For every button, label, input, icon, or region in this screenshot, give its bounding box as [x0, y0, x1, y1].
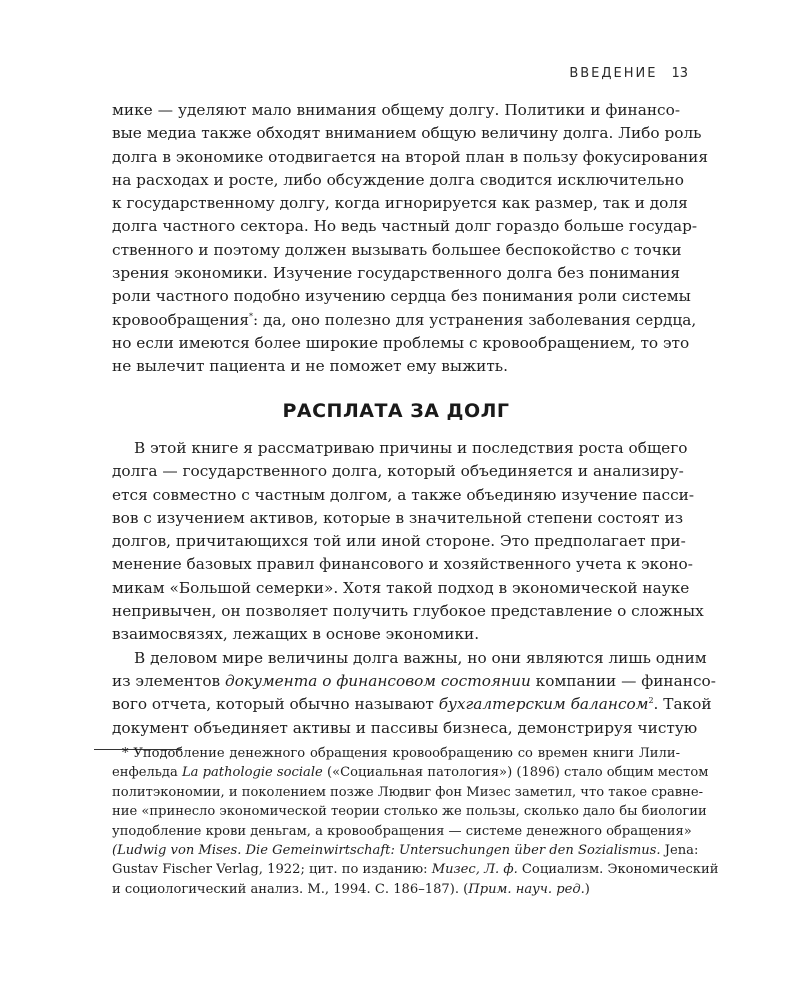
italic-citation: (Ludwig von Mises. Die Gemeinwirtschaft: Untersuchungen über den Sozialismus.	[112, 842, 661, 858]
text-run: )	[584, 881, 590, 897]
page-number: 13	[671, 66, 688, 81]
italic-term: бухгалтерским балансом	[438, 695, 649, 714]
text-line: долга частного сектора. Но ведь частный долг гораздо больше государ-	[112, 217, 698, 236]
footnote-line	[112, 860, 719, 879]
footnote-line	[112, 763, 709, 782]
section-title: ВВЕДЕНИЕ	[569, 66, 658, 81]
body-text	[112, 437, 716, 740]
text-line: менение базовых правил финансового и хозяйственного учета к эконо-	[112, 555, 693, 574]
italic-term: документа о финансовом состоянии	[225, 671, 531, 690]
running-header	[569, 66, 688, 81]
text-line: взаимосвязях, лежащих в основе экономики.	[112, 625, 480, 644]
footnote-line	[112, 880, 680, 899]
text-run: : да, оно полезно для устранения заболевания сердца,	[253, 310, 697, 329]
text-line: долга — государственного долга, который объединяется и анализиру-	[112, 462, 684, 481]
text-line: ственного и поэтому должен вызывать большее беспокойство с точки	[112, 240, 682, 259]
text-line: на расходах и росте, либо обсуждение долга сводится исключительно	[112, 170, 684, 189]
footnote-line	[112, 841, 699, 860]
italic-author: Мизес, Л. ф.	[431, 862, 518, 878]
section-heading: РАСПЛАТА ЗА ДОЛГ	[282, 400, 510, 422]
text-line: не вылечит пациента и не поможет ему выжить.	[112, 357, 508, 376]
text-run: вого отчета, который обычно называют	[112, 695, 439, 714]
italic-title: La pathologie sociale	[181, 765, 323, 781]
text-run: компании — финансо-	[530, 671, 716, 690]
text-line	[112, 309, 697, 332]
text-run: из элементов	[112, 671, 226, 690]
text-line	[112, 670, 716, 693]
text-run: . Такой	[653, 695, 712, 714]
text-run: Jena:	[660, 842, 699, 858]
footnote	[112, 744, 719, 899]
text-run: Gustav Fischer Verlag, 1922; цит. по изданию:	[112, 862, 432, 878]
text-run: Социализм. Экономический	[517, 862, 719, 878]
text-line: В этой книге я рассматриваю причины и последствия роста общего	[134, 439, 688, 457]
italic-note: Прим. науч. ред.	[468, 881, 585, 897]
text-line: но если имеются более широкие проблемы с кровообращением, то это	[112, 333, 690, 352]
text-line	[112, 693, 712, 716]
text-run: («Социальная патология») (1896) стало общим местом	[322, 765, 709, 781]
text-run: и социологический анализ. М., 1994. С. 186–187). (	[112, 881, 469, 897]
text-run: енфельда	[112, 765, 182, 781]
footnote-marker: *	[249, 311, 254, 321]
text-line: документ объединяет активы и пассивы бизнеса, демонстрируя чистую	[112, 718, 698, 737]
endnote-marker: 2	[648, 696, 654, 706]
text-line: мике — уделяют мало внимания общему долгу. Политики и финансо-	[112, 101, 680, 119]
text-line: вов с изучением активов, которые в значительной степени состоят из	[112, 508, 684, 527]
text-line: В деловом мире величины долга важны, но они являются лишь одним	[134, 648, 707, 667]
text-line: вые медиа также обходят вниманием общую величину долга. Либо роль	[112, 124, 702, 143]
text-line: долга в экономике отодвигается на второй план в пользу фокусирования	[112, 147, 708, 166]
text-line: зрения экономики. Изучение государственного долга без понимания	[112, 264, 680, 283]
footnote-line: * Уподобление денежного обращения кровообращению со времен книги Лили-	[122, 746, 680, 761]
footnote-line: ние «принесло экономической теории столько же пользы, сколько дало бы биологии	[112, 804, 707, 820]
text-run: кровообращения	[112, 310, 250, 329]
text-line: роли частного подобно изучению сердца без понимания роли системы	[112, 287, 691, 306]
text-line: непривычен, он позволяет получить глубокое представление о сложных	[112, 602, 704, 621]
text-line: микам «Большой семерки». Хотя такой подход в экономической науке	[112, 578, 690, 597]
text-line: долгов, причитающихся той или иной стороне. Это предполагает при-	[112, 532, 686, 551]
text-line: ется совместно с частным долгом, а также объединяю изучение пасси-	[112, 485, 695, 504]
paragraph-continued	[112, 99, 708, 379]
footnote-line: уподобление крови деньгам, а кровообращения — системе денежного обращения»	[112, 823, 692, 839]
text-line: к государственному долгу, когда игнорируется как размер, так и доля	[112, 194, 688, 213]
footnote-line: политэкономии, и поколением позже Людвиг фон Мизес заметил, что такое сравне-	[112, 784, 704, 800]
